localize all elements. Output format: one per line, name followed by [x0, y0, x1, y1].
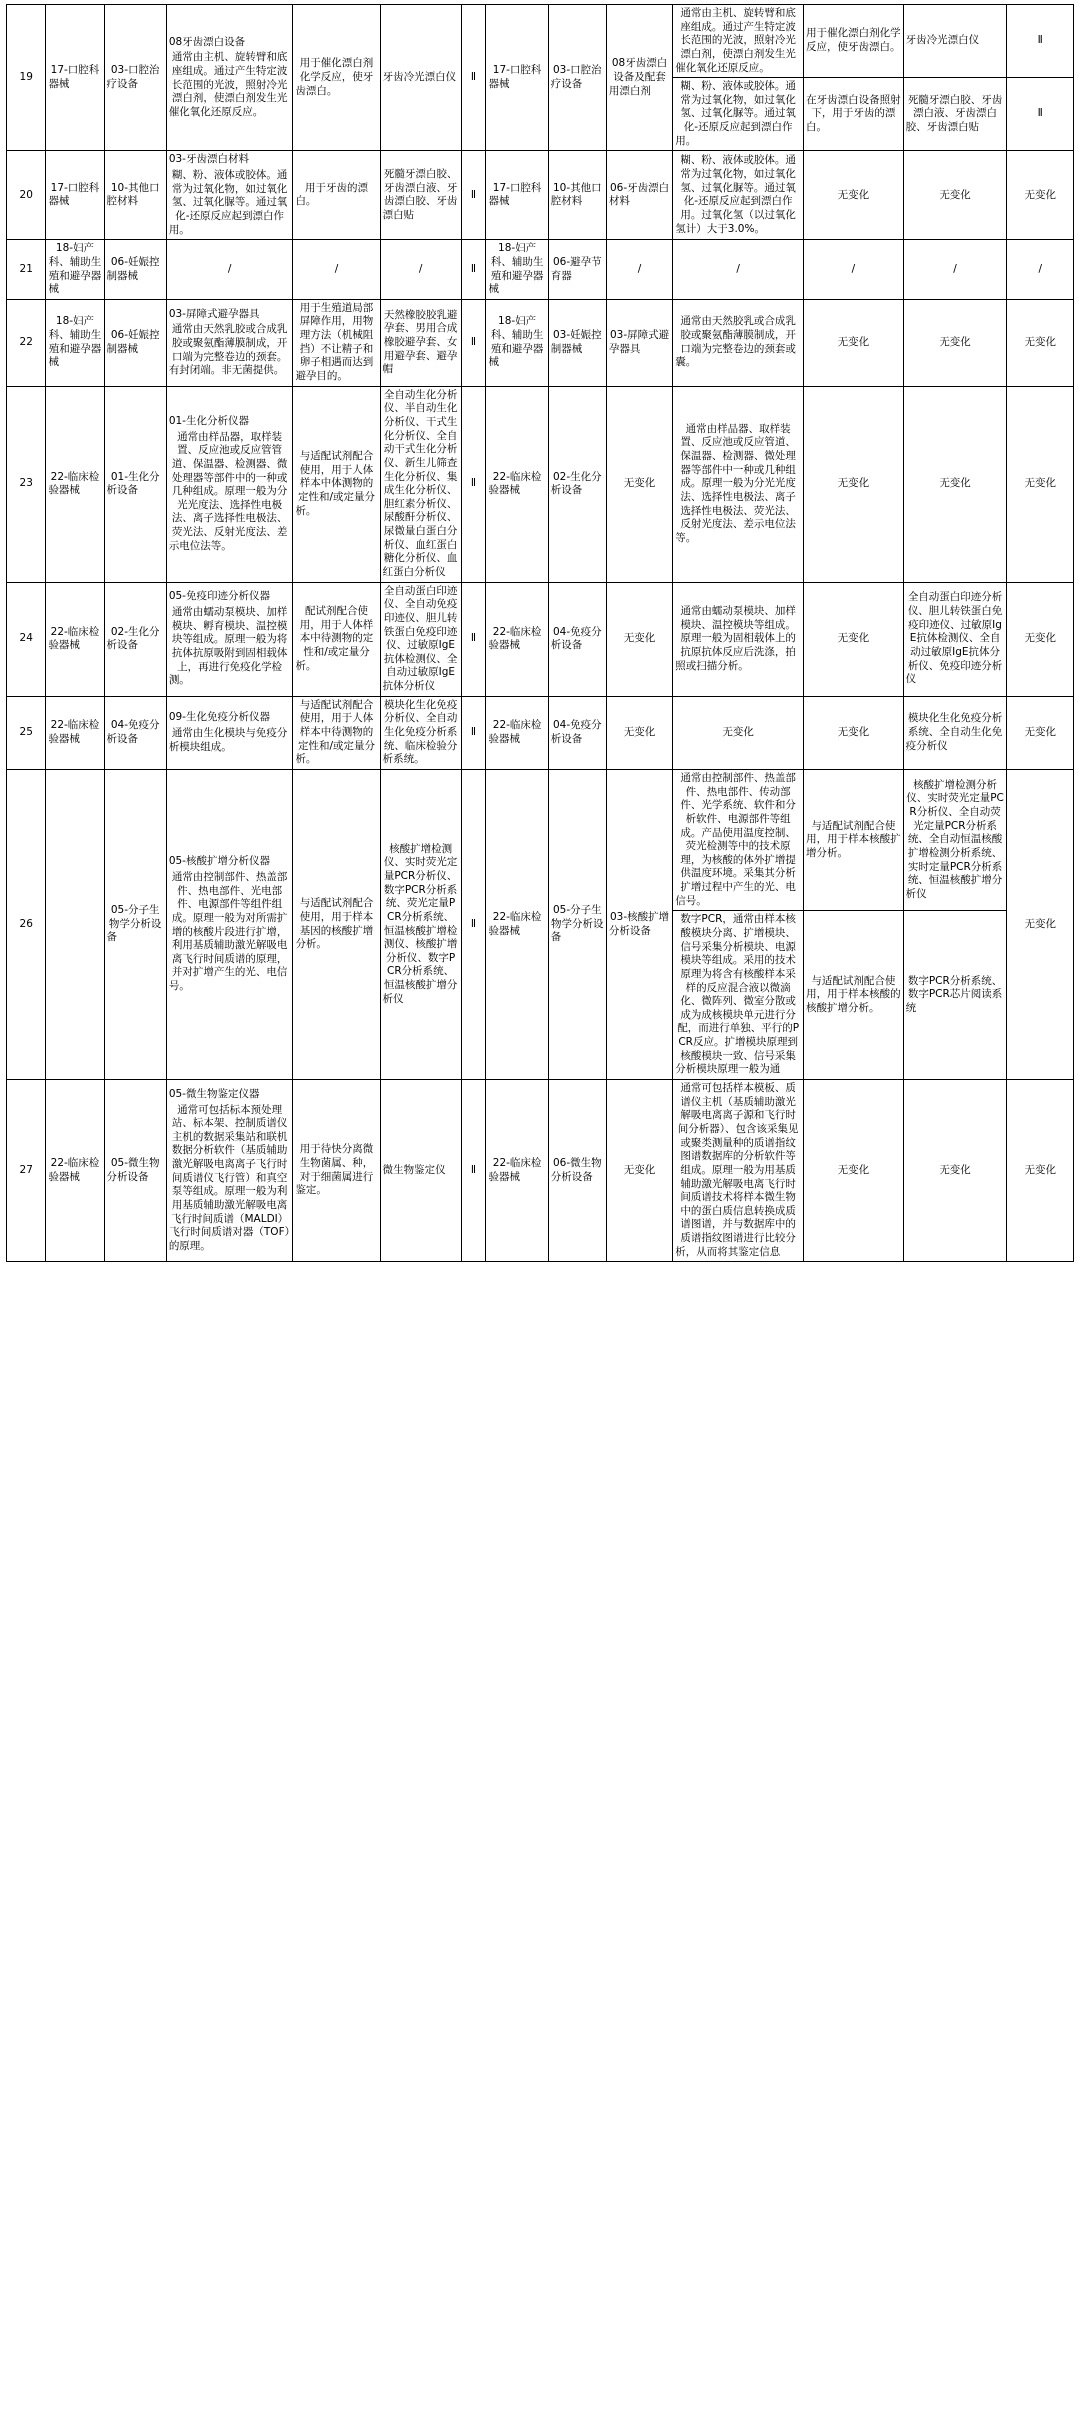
cell-cat2: 05-分子生物学分析设备: [104, 769, 166, 1079]
cell-cat1: 17-口腔科器械: [46, 5, 104, 151]
cell-cat3-desc: [166, 582, 293, 696]
cell-change: 无变化: [1007, 299, 1074, 386]
cell-class: Ⅱ: [461, 582, 486, 696]
cell-new-use: 与适配试剂配合使用，用于样本核酸的核酸扩增分析。: [804, 911, 904, 1080]
cell-new-cat1: 22-临床检验器械: [486, 1080, 548, 1262]
cell-new-use: 无变化: [804, 696, 904, 769]
cell-cat3-desc: /: [166, 240, 293, 300]
cell-cat3: 09-生化免疫分析仪器: [168, 711, 270, 724]
cell-cat3-desc: [166, 299, 293, 386]
table-row: [7, 386, 1074, 582]
product-classification-table: [6, 4, 1074, 1262]
cell-name: 死髓牙漂白胶、牙齿漂白液、牙齿漂白胶、牙齿漂白贴: [380, 151, 461, 240]
cell-cat3: 01-生化分析仪器: [168, 414, 249, 427]
cell-cat1: 18-妇产科、辅助生殖和避孕器械: [46, 240, 104, 300]
cell-use: 与适配试剂配合使用，用于人体样本中体测物的定性和/或定量分析。: [293, 386, 380, 582]
cell-desc: 通常由蠕动泵模块、加样模块、孵育模块、温控模块等组成。原理一般为将抗体抗原吸附到固相载体上，再进行免疫化学检测。: [168, 606, 288, 687]
cell-new-desc: /: [673, 240, 804, 300]
cell-cat3: 08牙齿漂白设备: [168, 35, 246, 48]
cell-new-use: 无变化: [804, 151, 904, 240]
cell-cat1: 17-口腔科器械: [46, 151, 104, 240]
table-row: [7, 696, 1074, 769]
cell-name: 天然橡胶胶乳避孕套、男用合成橡胶避孕套、女用避孕套、避孕帽: [380, 299, 461, 386]
cell-new-cat1: 18-妇产科、辅助生殖和避孕器械: [486, 240, 548, 300]
cell-change: 无变化: [1007, 769, 1074, 1079]
cell-new-name: 死髓牙漂白胶、牙齿漂白液、牙齿漂白胶、牙齿漂白贴: [903, 78, 1007, 151]
cell-cat3-desc: [166, 386, 293, 582]
cell-desc: 通常由主机、旋转臂和底座组成。通过产生特定波长范围的光波，照射冷光漂白剂，使漂白剂发生光催化氧化还原反应。: [168, 51, 288, 118]
cell-cat2: 02-生化分析设备: [104, 582, 166, 696]
cell-new-name: 牙齿冷光漂白仪: [903, 5, 1007, 78]
cell-new-desc: 无变化: [673, 696, 804, 769]
cell-new-use: 无变化: [804, 299, 904, 386]
cell-new-use: 无变化: [804, 1080, 904, 1262]
cell-new-class: Ⅱ: [1007, 78, 1074, 151]
cell-use: 用于待快分离微生物菌属、种，对于细菌属进行鉴定。: [293, 1080, 380, 1262]
cell-new-name: 数字PCR分析系统、数字PCR芯片阅读系统: [903, 911, 1007, 1080]
row-no: 21: [7, 240, 46, 300]
cell-new-cat3: 08牙齿漂白设备及配套用漂白剂: [606, 5, 672, 151]
cell-desc: 糊、粉、液体或胶体。通常为过氧化物，如过氧化氢、过氧化脲等。通过氧化-还原反应起到漂白作用。: [168, 169, 288, 236]
cell-new-cat3: 03-核酸扩增分析设备: [606, 769, 672, 1079]
cell-use: 与适配试剂配合使用，用于人体样本中待测物的定性和/或定量分析。: [293, 696, 380, 769]
cell-change: /: [1007, 240, 1074, 300]
cell-class: Ⅱ: [461, 5, 486, 151]
cell-new-use: 与适配试剂配合使用，用于样本核酸扩增分析。: [804, 769, 904, 910]
row-no: 26: [7, 769, 46, 1079]
cell-new-cat1: 22-临床检验器械: [486, 386, 548, 582]
cell-class: Ⅱ: [461, 240, 486, 300]
cell-change: 无变化: [1007, 582, 1074, 696]
cell-use: 配试剂配合使用，用于人体样本中待测物的定性和/或定量分析。: [293, 582, 380, 696]
cell-new-name: 核酸扩增检测分析仪、实时荧光定量PCR分析仪、全自动荧光定量PCR分析系统、全自动恒温核酸扩增检测分析系统、实时定量PCR分析系统、恒温核酸扩增分析仪: [903, 769, 1007, 910]
cell-class: Ⅱ: [461, 696, 486, 769]
cell-new-name: /: [903, 240, 1007, 300]
cell-desc: 通常由天然乳胶或合成乳胶或聚氨酯薄膜制成，开口端为完整卷边的颈套。有封闭端。非无菌提供。: [168, 323, 288, 377]
cell-class: Ⅱ: [461, 386, 486, 582]
cell-new-cat3: 无变化: [606, 582, 672, 696]
cell-name: 核酸扩增检测仪、实时荧光定量PCR分析仪、数字PCR分析系统、荧光定量PCR分析系统、恒温核酸扩增检测仪、核酸扩增分析仪、数字PCR分析系统、恒温核酸扩增分析仪: [380, 769, 461, 1079]
cell-cat1: 22-临床检验器械: [46, 696, 104, 769]
table-row: [7, 582, 1074, 696]
cell-new-cat2: 05-分子生物学分析设备: [548, 769, 606, 1079]
cell-cat3: 05-免疫印迹分析仪器: [168, 590, 270, 603]
cell-cat3-desc: [166, 696, 293, 769]
cell-new-desc: 通常由天然胶乳或合成乳胶或聚氨酯薄膜制成，开口端为完整卷边的颈套或囊。: [673, 299, 804, 386]
cell-new-class: Ⅱ: [1007, 5, 1074, 78]
cell-cat1: 22-临床检验器械: [46, 386, 104, 582]
cell-class: Ⅱ: [461, 1080, 486, 1262]
table-row: [7, 1080, 1074, 1262]
cell-new-use: /: [804, 240, 904, 300]
cell-cat1: 18-妇产科、辅助生殖和避孕器械: [46, 299, 104, 386]
row-no: 22: [7, 299, 46, 386]
cell-new-cat2: 06-微生物分析设备: [548, 1080, 606, 1262]
cell-cat3-desc: [166, 151, 293, 240]
table-row: [7, 5, 1074, 78]
cell-desc: 通常由样品器，取样装置、反应池或反应管管道、保温器、检测器、微处理器等部件中的一种或几种组成。原理一般为分光光度法、选择性电极法、离子选择性电极法、荧光法、反射光度法、差示电位法等。: [168, 430, 288, 552]
cell-name: 牙齿冷光漂白仪: [380, 5, 461, 151]
cell-use: /: [293, 240, 380, 300]
cell-new-cat3: /: [606, 240, 672, 300]
cell-new-cat2: 03-妊娠控制器械: [548, 299, 606, 386]
row-no: 25: [7, 696, 46, 769]
cell-use: 用于生殖道局部屏障作用，用物理方法（机械阻挡）不让精子和卵子相遇而达到避孕目的。: [293, 299, 380, 386]
table-row: [7, 151, 1074, 240]
cell-cat3: 05-核酸扩增分析仪器: [168, 855, 270, 868]
cell-new-desc: 通常由控制部件、热盖部件、热电部件、传动部件、光学系统、软件和分析软件、电源部件等组成。产品使用温度控制、荧光检测等中的技术原理，为核酸的体外扩增提供温度环境。采集其分析扩增过程中产生的光、电信号。: [673, 769, 804, 910]
cell-use: 与适配试剂配合使用，用于样本基因的核酸扩增分析。: [293, 769, 380, 1079]
cell-new-name: 模块化生化免疫分析系统、全自动生化免疫分析仪: [903, 696, 1007, 769]
cell-cat2: 06-妊娠控制器械: [104, 299, 166, 386]
cell-desc: 通常由生化模块与免疫分析模块组成。: [168, 727, 288, 753]
cell-change: 无变化: [1007, 151, 1074, 240]
cell-cat3-desc: [166, 1080, 293, 1262]
cell-new-cat1: 17-口腔科器械: [486, 5, 548, 151]
table-row: [7, 769, 1074, 910]
cell-name: 微生物鉴定仪: [380, 1080, 461, 1262]
row-no: 23: [7, 386, 46, 582]
cell-name: 模块化生化免疫分析仪、全自动生化免疫分析系统、临床检验分析系统。: [380, 696, 461, 769]
cell-new-cat3: 06-牙齿漂白材料: [606, 151, 672, 240]
cell-new-desc: 数字PCR，通常由样本核酸模块分离、扩增模块、信号采集分析模块、电源模块等组成。采用的技术原理为将含有核酸样本采样的反应混合液以微滴化、微阵列、微室分散或成为成核模块单元进行分配，而进行单独、平行的PCR反应。扩增模块原理到核酸模块一致、信号采集分析模块原理一般为通: [673, 911, 804, 1080]
cell-name: 全自动蛋白印迹仪、全自动免疫印迹仪、胆儿转铁蛋白免疫印迹仪、过敏原IgE抗体检测仪、全自动过敏原IgE抗体分析仪: [380, 582, 461, 696]
cell-new-desc: 通常由主机、旋转臂和底座组成。通过产生特定波长范围的光波，照射冷光漂白剂，使漂白剂发生光催化氧化还原反应。: [673, 5, 804, 78]
cell-cat2: 10-其他口腔材料: [104, 151, 166, 240]
cell-new-name: 无变化: [903, 151, 1007, 240]
cell-new-desc: 通常可包括样本模板、质谱仪主机（基质辅助激光解吸电离离子源和飞行时间分析器）、包含该采集见或聚类测量种的质谱指纹图谱数据库的分析软件等组成。原理一般为用基质辅助激光解吸电离飞行时间质谱技术将样本微生物中的蛋白质信息转换成质谱图谱，并与数据库中的质谱指纹图谱进行比较分析，从而将其鉴定信息: [673, 1080, 804, 1262]
row-no: 24: [7, 582, 46, 696]
cell-desc: 通常可包括标本预处理站、标本架、控制质谱仪主机的数据采集站和联机数据分析软件（基质辅助激光解吸电离离子飞行时间质谱仪飞行管）和真空泵等组成。原理一般为利用基质辅助激光解吸电离飞行时间质谱（MALDI）飞行时间质谱对器（TOF）的原理。: [168, 1103, 290, 1252]
cell-use: 用于催化漂白剂化学反应，使牙齿漂白。: [293, 5, 380, 151]
table-row: [7, 299, 1074, 386]
cell-new-cat2: 04-免疫分析设备: [548, 582, 606, 696]
cell-new-use: 无变化: [804, 386, 904, 582]
cell-name: /: [380, 240, 461, 300]
cell-cat2: 06-妊娠控制器械: [104, 240, 166, 300]
cell-use: 用于牙齿的漂白。: [293, 151, 380, 240]
cell-new-cat1: 18-妇产科、辅助生殖和避孕器械: [486, 299, 548, 386]
row-no: 27: [7, 1080, 46, 1262]
cell-new-cat3: 无变化: [606, 386, 672, 582]
cell-change: 无变化: [1007, 1080, 1074, 1262]
cell-cat3-desc: [166, 769, 293, 1079]
cell-new-use: 在牙齿漂白设备照射下，用于牙齿的漂白。: [804, 78, 904, 151]
cell-cat1: [46, 769, 104, 1079]
cell-new-desc: 糊、粉、液体或胶体。通常为过氧化物，如过氧化氢、过氧化脲等。通过氧化-还原反应起到漂白作用。过氧化氢（以过氧化氢计）大于3.0%。: [673, 151, 804, 240]
row-no: 19: [7, 5, 46, 151]
cell-new-cat2: 10-其他口腔材料: [548, 151, 606, 240]
cell-change: 无变化: [1007, 386, 1074, 582]
cell-desc: 通常由控制部件、热盖部件、热电部件、光电部件、电源部件等组件组成。原理一般为对所需扩增的核酸片段进行扩增，利用基质辅助激光解吸电离飞行时间质谱的原理，并对扩增产生的光、电信号。: [168, 870, 288, 993]
cell-new-name: 无变化: [903, 386, 1007, 582]
cell-cat2: 01-生化分析设备: [104, 386, 166, 582]
cell-new-cat2: 02-生化分析设备: [548, 386, 606, 582]
cell-new-desc: 通常由蠕动泵模块、加样模块、温控模块等组成。原理一般为固相载体上的抗原抗体反应后洗涤，拍照或扫描分析。: [673, 582, 804, 696]
cell-cat2: 04-免疫分析设备: [104, 696, 166, 769]
cell-new-cat2: 04-免疫分析设备: [548, 696, 606, 769]
cell-new-name: 全自动蛋白印迹分析仪、胆儿转铁蛋白免疫印迹仪、过敏原IgE抗体检测仪、全自动过敏原IgE抗体分析仪、免疫印迹分析仪: [903, 582, 1007, 696]
row-no: 20: [7, 151, 46, 240]
cell-class: Ⅱ: [461, 299, 486, 386]
cell-cat3: 03-牙齿漂白材料: [168, 153, 249, 166]
cell-new-desc: 通常由样品器、取样装置、反应池或反应管道、保温器、检测器、微处理器等部件中一种或几种组成。原理一般为分光光度法、选择性电极法、离子选择性电极法、荧光法、反射光度法、差示电位法等。: [673, 386, 804, 582]
cell-new-cat1: 22-临床检验器械: [486, 769, 548, 1079]
cell-new-cat1: 22-临床检验器械: [486, 582, 548, 696]
table-row: [7, 240, 1074, 300]
cell-new-desc: 糊、粉、液体或胶体。通常为过氧化物，如过氧化氢、过氧化脲等。通过氧化-还原反应起到漂白作用。: [673, 78, 804, 151]
cell-new-cat3: 无变化: [606, 696, 672, 769]
cell-class: Ⅱ: [461, 151, 486, 240]
cell-cat2: 03-口腔治疗设备: [104, 5, 166, 151]
cell-cat1: 22-临床检验器械: [46, 1080, 104, 1262]
cell-new-cat2: 06-避孕节育器: [548, 240, 606, 300]
cell-cat3-desc: [166, 5, 293, 151]
cell-new-cat1: 22-临床检验器械: [486, 696, 548, 769]
cell-change: 无变化: [1007, 696, 1074, 769]
cell-name: 全自动生化分析仪、半自动生化分析仪、干式生化分析仪、全自动干式生化分析仪、新生儿筛查生化分析仪、集成生化分析仪、胆红素分析仪、尿酸酐分析仪、尿微量白蛋白分析仪、血红蛋白糖化分析仪、血红蛋白分析仪: [380, 386, 461, 582]
cell-class: Ⅱ: [461, 769, 486, 1079]
cell-cat3: 05-微生物鉴定仪器: [168, 1087, 260, 1100]
cell-new-name: 无变化: [903, 299, 1007, 386]
cell-new-use: 用于催化漂白剂化学反应，使牙齿漂白。: [804, 5, 904, 78]
cell-new-name: 无变化: [903, 1080, 1007, 1262]
cell-new-cat1: 17-口腔科器械: [486, 151, 548, 240]
cell-new-use: 无变化: [804, 582, 904, 696]
cell-cat1: 22-临床检验器械: [46, 582, 104, 696]
cell-new-cat3: 无变化: [606, 1080, 672, 1262]
cell-new-cat2: 03-口腔治疗设备: [548, 5, 606, 151]
cell-cat3: 03-屏障式避孕器具: [168, 307, 260, 320]
cell-new-cat3: 03-屏障式避孕器具: [606, 299, 672, 386]
cell-cat2: 05-微生物分析设备: [104, 1080, 166, 1262]
